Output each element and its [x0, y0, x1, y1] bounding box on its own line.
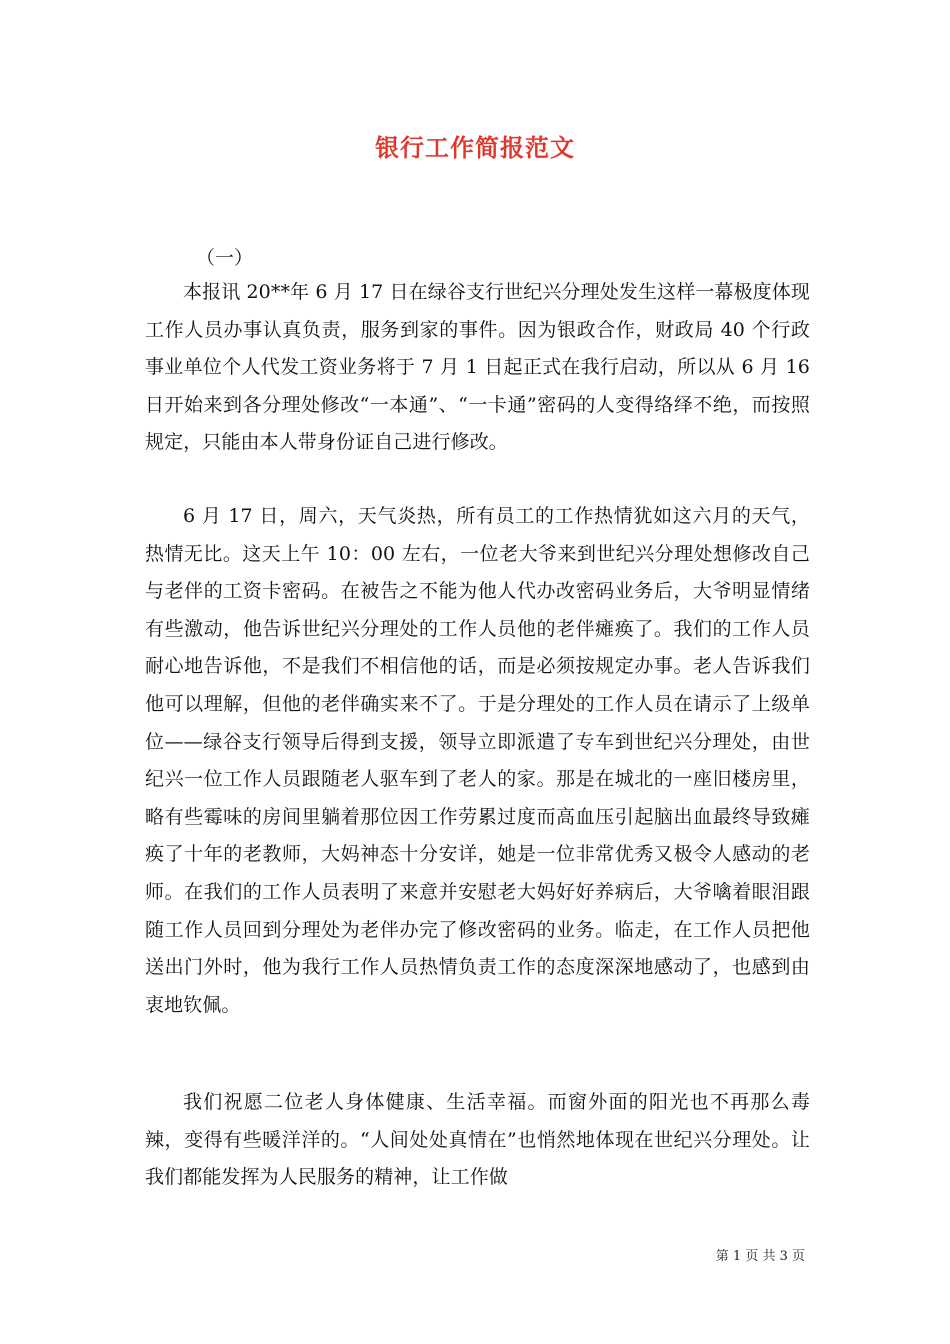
page-number-footer: 第 1 页 共 3 页 [715, 1249, 805, 1264]
paragraph-3: 我们祝愿二位老人身体健康、生活幸福。而窗外面的阳光也不再那么毒辣，变得有些暖洋洋的。“人间处处真情在”也悄然地体现在世纪兴分理处。让我们都能发挥为人民服务的精神，让工作做 [145, 1091, 810, 1189]
section-label: （一） [196, 247, 254, 269]
paragraph-2: 6 月 17 日，周六，天气炎热，所有员工的工作热情犹如这六月的天气，热情无比。这天上午 10：00 左右，一位老大爷来到世纪兴分理处想修改自己与老伴的工资卡密码。在被告之不能为他人代办改密码业务后，大爷明显情绪有些激动，他告诉世纪兴分理处的工作人员他的老伴瘫痪了。我们的工作人员耐心地告诉他，不是我们不相信他的话，而是必须按规定办事。老人告诉我们他可以理解，但他的老伴确实来不了。于是分理处的工作人员在请示了上级单位——绿谷支行领导后得到支援，领导立即派遣了专车到世纪兴分理处，由世纪兴一位工作人员跟随老人驱车到了老人的家。那是在城北的一座旧楼房里，略有些霉味的房间里躺着那位因工作劳累过度而高血压引起脑出血最终导致瘫痪了十年的老教师，大妈神态十分安详，她是一位非常优秀又极令人感动的老师。在我们的工作人员表明了来意并安慰老大妈好好养病后，大爷噙着眼泪跟随工作人员回到分理处为老伴办完了修改密码的业务。临走，在工作人员把他送出门外时，他为我行工作人员热情负责工作的态度深深地感动了，也感到由衷地钦佩。 [145, 505, 810, 1016]
page-title: 银行工作简报范文 [375, 133, 575, 162]
paragraph-1: 本报讯 20**年 6 月 17 日在绿谷支行世纪兴分理处发生这样一幕极度体现工作人员办事认真负责，服务到家的事件。因为银政合作，财政局 40 个行政事业单位个人代发工资业务将于 7 月 1 日起正式在我行启动，所以从 6 月 16 日开始来到各分理处修改“一本通”、“一卡通”密码的人变得络绎不绝，而按照规定，只能由本人带身份证自己进行修改。 [145, 281, 810, 454]
